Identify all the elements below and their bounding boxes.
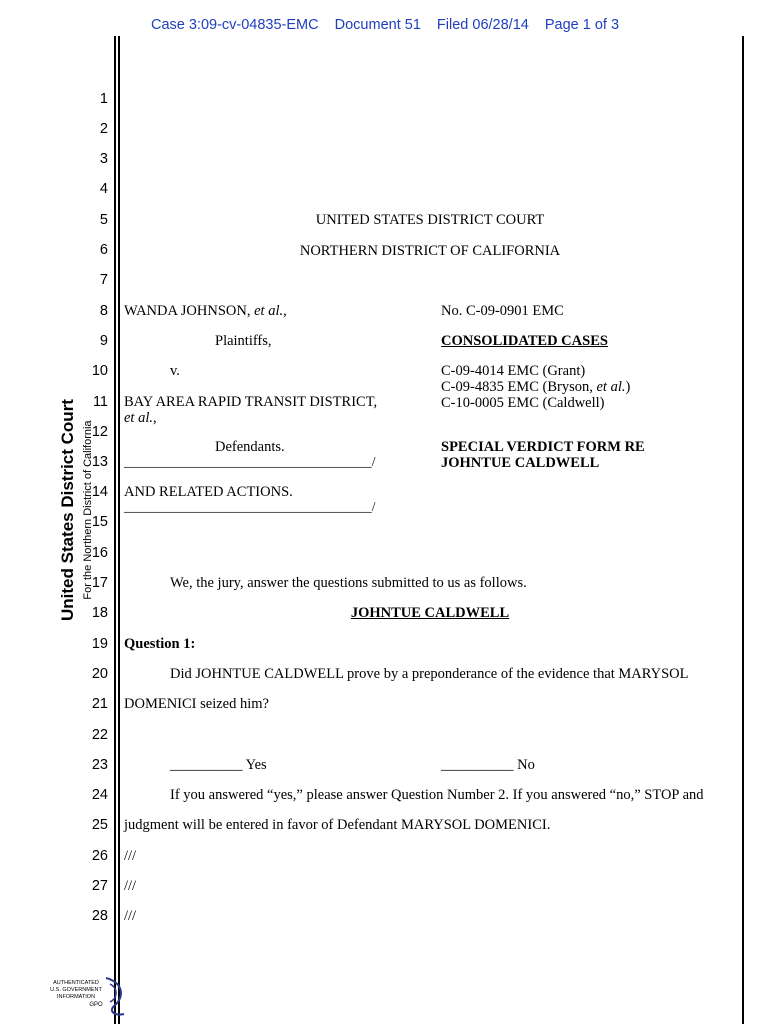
plaintiffs-label: Plaintiffs,	[215, 333, 272, 349]
continuation-marks: ///	[124, 908, 137, 924]
line-number: 9	[99, 333, 108, 349]
line-number: 10	[91, 363, 108, 379]
line-number: 23	[91, 757, 108, 773]
defendant-etal: et al.	[124, 410, 153, 426]
yes-answer-blank[interactable]: __________ Yes	[170, 757, 267, 773]
line-number: 6	[99, 242, 108, 258]
defendants-label: Defendants.	[215, 439, 285, 455]
caption-underline: _____________________________________/	[124, 454, 376, 469]
document-number: Document 51	[334, 17, 421, 33]
line-number: 24	[91, 787, 108, 803]
case-bryson-etal: et al.	[596, 379, 626, 395]
case-number: Case 3:09-cv-04835-EMC	[150, 17, 319, 33]
gpo-eagle-icon	[44, 974, 134, 1020]
consolidated-cases: CONSOLIDATED CASES	[441, 333, 608, 349]
plaintiff-name	[124, 303, 287, 320]
plaintiff-etal: et al.	[254, 303, 284, 319]
line-number: 28	[91, 908, 108, 924]
case-caldwell: C-10-0005 EMC (Caldwell)	[441, 395, 605, 411]
jury-intro: We, the jury, answer the questions submitted to us as follows.	[170, 575, 527, 591]
continuation-marks: ///	[124, 878, 137, 894]
case-header	[0, 17, 770, 33]
form-title-line1: SPECIAL VERDICT FORM RE	[441, 439, 645, 455]
right-rule	[742, 36, 744, 1024]
plaintiff-comma: ,	[283, 303, 287, 319]
line-number: 21	[91, 696, 108, 712]
page-indicator: Page 1 of 3	[544, 17, 620, 33]
line-number: 18	[91, 605, 108, 621]
gpo-seal-text: GPO	[89, 1002, 103, 1008]
court-title: UNITED STATES DISTRICT COURT	[315, 212, 545, 228]
instruction-line1: If you answered “yes,” please answer Question Number 2. If you answered “no,” STOP and	[170, 787, 704, 803]
line-number: 14	[91, 484, 108, 500]
case-bryson	[441, 379, 630, 396]
line-number: 16	[91, 545, 108, 561]
section-title: JOHNTUE CALDWELL	[350, 605, 510, 621]
line-number: 25	[91, 817, 108, 833]
related-actions: AND RELATED ACTIONS.	[124, 484, 293, 500]
question-text-line2: DOMENICI seized him?	[124, 696, 269, 712]
line-number: 11	[92, 394, 108, 410]
gpo-authentication-seal	[44, 974, 134, 1020]
sidebar-court-name: United States District Court	[58, 399, 77, 621]
question-text-line1: Did JOHNTUE CALDWELL prove by a preponderance of the evidence that MARYSOL	[170, 666, 689, 682]
line-number: 8	[99, 303, 108, 319]
line-number: 20	[91, 666, 108, 682]
defendant-comma: ,	[153, 410, 157, 426]
line-number: 3	[99, 151, 108, 167]
case-grant: C-09-4014 EMC (Grant)	[441, 363, 586, 379]
line-number: 17	[91, 575, 108, 591]
line-number: 13	[91, 454, 108, 470]
line-number: 22	[91, 727, 108, 743]
case-bryson-pre: C-09-4835 EMC (Bryson,	[441, 379, 593, 395]
sidebar-district: For the Northern District of California	[82, 420, 94, 600]
line-number: 12	[91, 424, 108, 440]
line-number: 7	[99, 272, 108, 288]
court-district: NORTHERN DISTRICT OF CALIFORNIA	[299, 243, 561, 259]
line-number: 15	[91, 514, 108, 530]
gpo-seal-text: AUTHENTICATED	[53, 980, 99, 986]
line-number: 26	[91, 848, 108, 864]
line-number: 2	[99, 121, 108, 137]
left-rule-outer	[114, 36, 116, 1024]
gpo-seal-text: INFORMATION	[56, 994, 96, 1000]
left-rule-inner	[118, 36, 120, 1024]
continuation-marks: ///	[124, 848, 137, 864]
caption-underline: _____________________________________/	[124, 499, 376, 514]
plaintiff-name-text: WANDA JOHNSON,	[124, 303, 251, 319]
line-number: 5	[99, 212, 108, 228]
gpo-seal-text: U.S. GOVERNMENT	[50, 987, 102, 993]
versus: v.	[170, 363, 180, 379]
line-number: 1	[99, 91, 108, 107]
filed-date: Filed 06/28/14	[436, 17, 529, 33]
line-number: 19	[91, 636, 108, 652]
question-label: Question 1:	[124, 636, 196, 652]
case-bryson-post: )	[625, 379, 631, 395]
line-number: 4	[99, 181, 108, 197]
no-answer-blank[interactable]: __________ No	[441, 757, 535, 773]
line-number: 27	[91, 878, 108, 894]
defendant-etal-line	[124, 410, 157, 427]
defendant-name: BAY AREA RAPID TRANSIT DISTRICT,	[124, 394, 378, 410]
instruction-line2: judgment will be entered in favor of Defendant MARYSOL DOMENICI.	[124, 817, 551, 833]
case-no: No. C-09-0901 EMC	[441, 303, 564, 319]
form-title-line2: JOHNTUE CALDWELL	[441, 455, 600, 471]
